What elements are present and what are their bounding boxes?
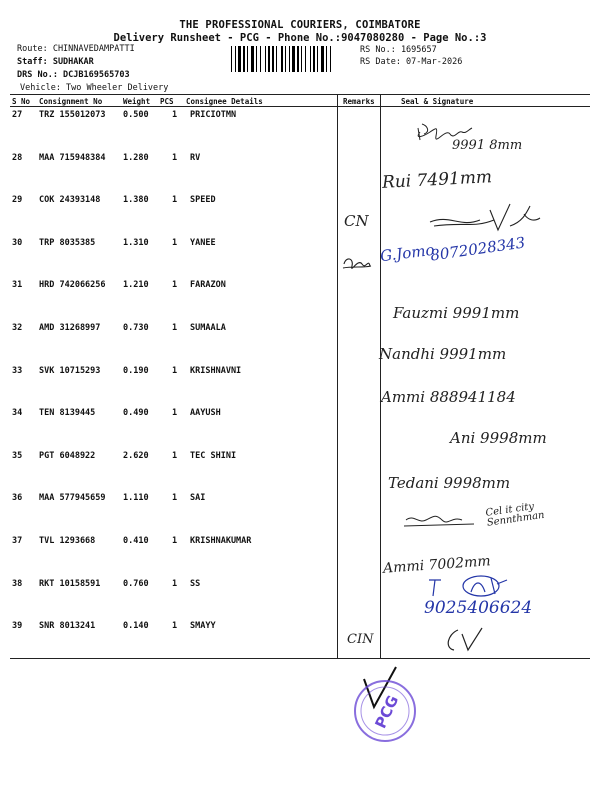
row-sno: 33 [12, 365, 23, 376]
signature-row-35: Ani 9998mm [450, 429, 547, 447]
row-weight: 0.490 [123, 408, 149, 419]
row-consignee: KRISHNAVNI [190, 365, 242, 376]
barcode-bar [285, 46, 286, 72]
table-row [10, 621, 590, 664]
row-consignment-no: TEN 8139445 [39, 408, 96, 419]
row-pcs: 1 [172, 152, 178, 163]
barcode-bar [272, 46, 274, 72]
signature-row-32: Fauzmi 9991mm [393, 304, 520, 322]
header-consignee: Consignee Details [186, 97, 263, 106]
row-sno: 37 [12, 536, 23, 546]
header-remarks: Remarks [343, 97, 375, 106]
row-consignment-no: AMD 31268997 [39, 323, 101, 333]
signature-row-34: Ammi 888941184 [381, 388, 516, 406]
runsheet-title: Delivery Runsheet - PCG - Phone No.:9047080280 - Page No.:3 [113, 32, 487, 44]
remark-scribble-row-30 [340, 252, 374, 274]
barcode-bar [292, 46, 295, 72]
row-consignment-no: TRZ 155012073 [39, 110, 106, 120]
header-pcs: PCS [160, 97, 174, 106]
barcode-bar [256, 46, 257, 72]
row-weight: 0.190 [123, 365, 149, 376]
row-pcs: 1 [172, 110, 178, 120]
signature-row-38-phone: 9025406624 [424, 598, 533, 618]
row-sno: 34 [12, 408, 23, 419]
header-sno: S No [12, 97, 31, 106]
barcode-bar [321, 46, 324, 72]
signature-row-30-phone: 8072028343 [429, 233, 527, 265]
barcode-bar [326, 46, 327, 72]
row-consignment-no: RKT 10158591 [39, 578, 101, 589]
signature-row-27: 9991 8mm [452, 138, 523, 153]
row-sno: 28 [12, 152, 23, 163]
row-sno: 31 [12, 280, 23, 291]
header-bottom-border [10, 106, 590, 107]
row-weight: 1.380 [123, 195, 149, 206]
remark-row-39: CIN [347, 632, 374, 647]
barcode-image [231, 46, 356, 72]
row-weight: 0.140 [123, 621, 149, 632]
header-consignment: Consignment No [39, 97, 103, 106]
row-consignee: SAI [190, 493, 206, 504]
row-consignee: KRISHNAKUMAR [190, 536, 252, 546]
row-consignment-no: PGT 6048922 [39, 450, 96, 461]
barcode-bar [305, 46, 306, 72]
header-weight: Weight [123, 97, 151, 106]
row-pcs: 1 [172, 493, 178, 504]
row-consignee: SUMAALA [190, 323, 226, 333]
row-consignee: FARAZON [190, 280, 226, 291]
row-consignee: RV [190, 152, 201, 163]
barcode-bar [231, 46, 232, 72]
barcode-bar [330, 46, 331, 72]
row-pcs: 1 [172, 578, 178, 589]
barcode-bar [243, 46, 245, 72]
staff-label: Staff: SUDHAKAR [17, 57, 94, 67]
row-consignment-no: TRP 8035385 [39, 237, 96, 248]
company-title: THE PROFESSIONAL COURIERS, COIMBATORE [179, 19, 421, 31]
barcode-bar [281, 46, 283, 72]
signature-row-36: Tedani 9998mm [388, 474, 511, 492]
barcode-bar [297, 46, 299, 72]
row-pcs: 1 [172, 280, 178, 291]
row-consignment-no: TVL 1293668 [39, 536, 96, 546]
signature-scribble [420, 200, 560, 240]
row-sno: 30 [12, 237, 23, 248]
row-weight: 1.210 [123, 280, 149, 291]
row-consignee: AAYUSH [190, 408, 221, 419]
row-consignee: YANEE [190, 237, 216, 248]
row-pcs: 1 [172, 621, 178, 632]
barcode-bar [260, 46, 261, 72]
row-pcs: 1 [172, 408, 178, 419]
row-consignee: PRICIOTMN [190, 110, 237, 120]
row-consignee: SPEED [190, 195, 216, 206]
row-consignment-no: COK 24393148 [39, 195, 101, 206]
row-consignment-no: MAA 577945659 [39, 493, 106, 504]
row-weight: 0.410 [123, 536, 149, 546]
barcode-bar [268, 46, 270, 72]
row-pcs: 1 [172, 323, 178, 333]
signature-row-37-note: Cel it city Sennthman [484, 501, 546, 529]
row-consignment-no: HRD 742066256 [39, 280, 106, 291]
row-pcs: 1 [172, 450, 178, 461]
barcode-bar [313, 46, 315, 72]
header-seal-signature: Seal & Signature [401, 97, 474, 106]
row-pcs: 1 [172, 536, 178, 546]
row-pcs: 1 [172, 195, 178, 206]
row-consignee: SS [190, 578, 201, 589]
signature-row-28: Rui 7491mm [381, 167, 493, 193]
row-weight: 0.730 [123, 323, 149, 333]
row-weight: 1.110 [123, 493, 149, 504]
barcode-bar [276, 46, 277, 72]
row-sno: 39 [12, 621, 23, 632]
row-pcs: 1 [172, 365, 178, 376]
row-pcs: 1 [172, 237, 178, 248]
row-consignee: SMAYY [190, 621, 216, 632]
row-consignment-no: MAA 715948384 [39, 152, 106, 163]
barcode-bar [265, 46, 266, 72]
row-sno: 36 [12, 493, 23, 504]
row-consignment-no: SVK 10715293 [39, 365, 101, 376]
barcode-bar [235, 46, 236, 72]
row-weight: 1.310 [123, 237, 149, 248]
signature-scribble [402, 510, 482, 530]
row-weight: 1.280 [123, 152, 149, 163]
row-sno: 27 [12, 110, 23, 120]
barcode-bar [289, 46, 290, 72]
signature-scribble [438, 624, 488, 658]
row-sno: 35 [12, 450, 23, 461]
row-weight: 0.500 [123, 110, 149, 120]
row-weight: 2.620 [123, 450, 149, 461]
barcode-bar [251, 46, 254, 72]
barcode-bar [301, 46, 302, 72]
stamp-text: PCG [371, 692, 403, 732]
row-sno: 32 [12, 323, 23, 333]
table-row [10, 153, 590, 196]
vehicle-label: Vehicle: Two Wheeler Delivery [20, 83, 169, 93]
barcode-bar [238, 46, 241, 72]
table-top-border [10, 94, 590, 95]
barcode-bar [310, 46, 311, 72]
row-sno: 38 [12, 578, 23, 589]
rs-no-label: RS No.: 1695657 [360, 45, 437, 55]
row-consignee: TEC SHINI [190, 450, 237, 461]
route-label: Route: CHINNAVEDAMPATTI [17, 44, 135, 54]
drs-label: DRS No.: DCJB169565703 [17, 70, 130, 80]
remark-row-29: CN [344, 212, 369, 230]
rs-date-label: RS Date: 07-Mar-2026 [360, 57, 463, 67]
row-sno: 29 [12, 195, 23, 206]
row-consignment-no: SNR 8013241 [39, 621, 96, 632]
signature-row-30-name: G.Jomo [379, 240, 436, 266]
barcode-bar [247, 46, 248, 72]
barcode-bar [317, 46, 318, 72]
signature-row-33: Nandhi 9991mm [379, 345, 507, 363]
row-weight: 0.760 [123, 578, 149, 589]
signature-row-38: Ammi 7002mm [382, 553, 492, 577]
pcg-stamp [352, 678, 418, 744]
